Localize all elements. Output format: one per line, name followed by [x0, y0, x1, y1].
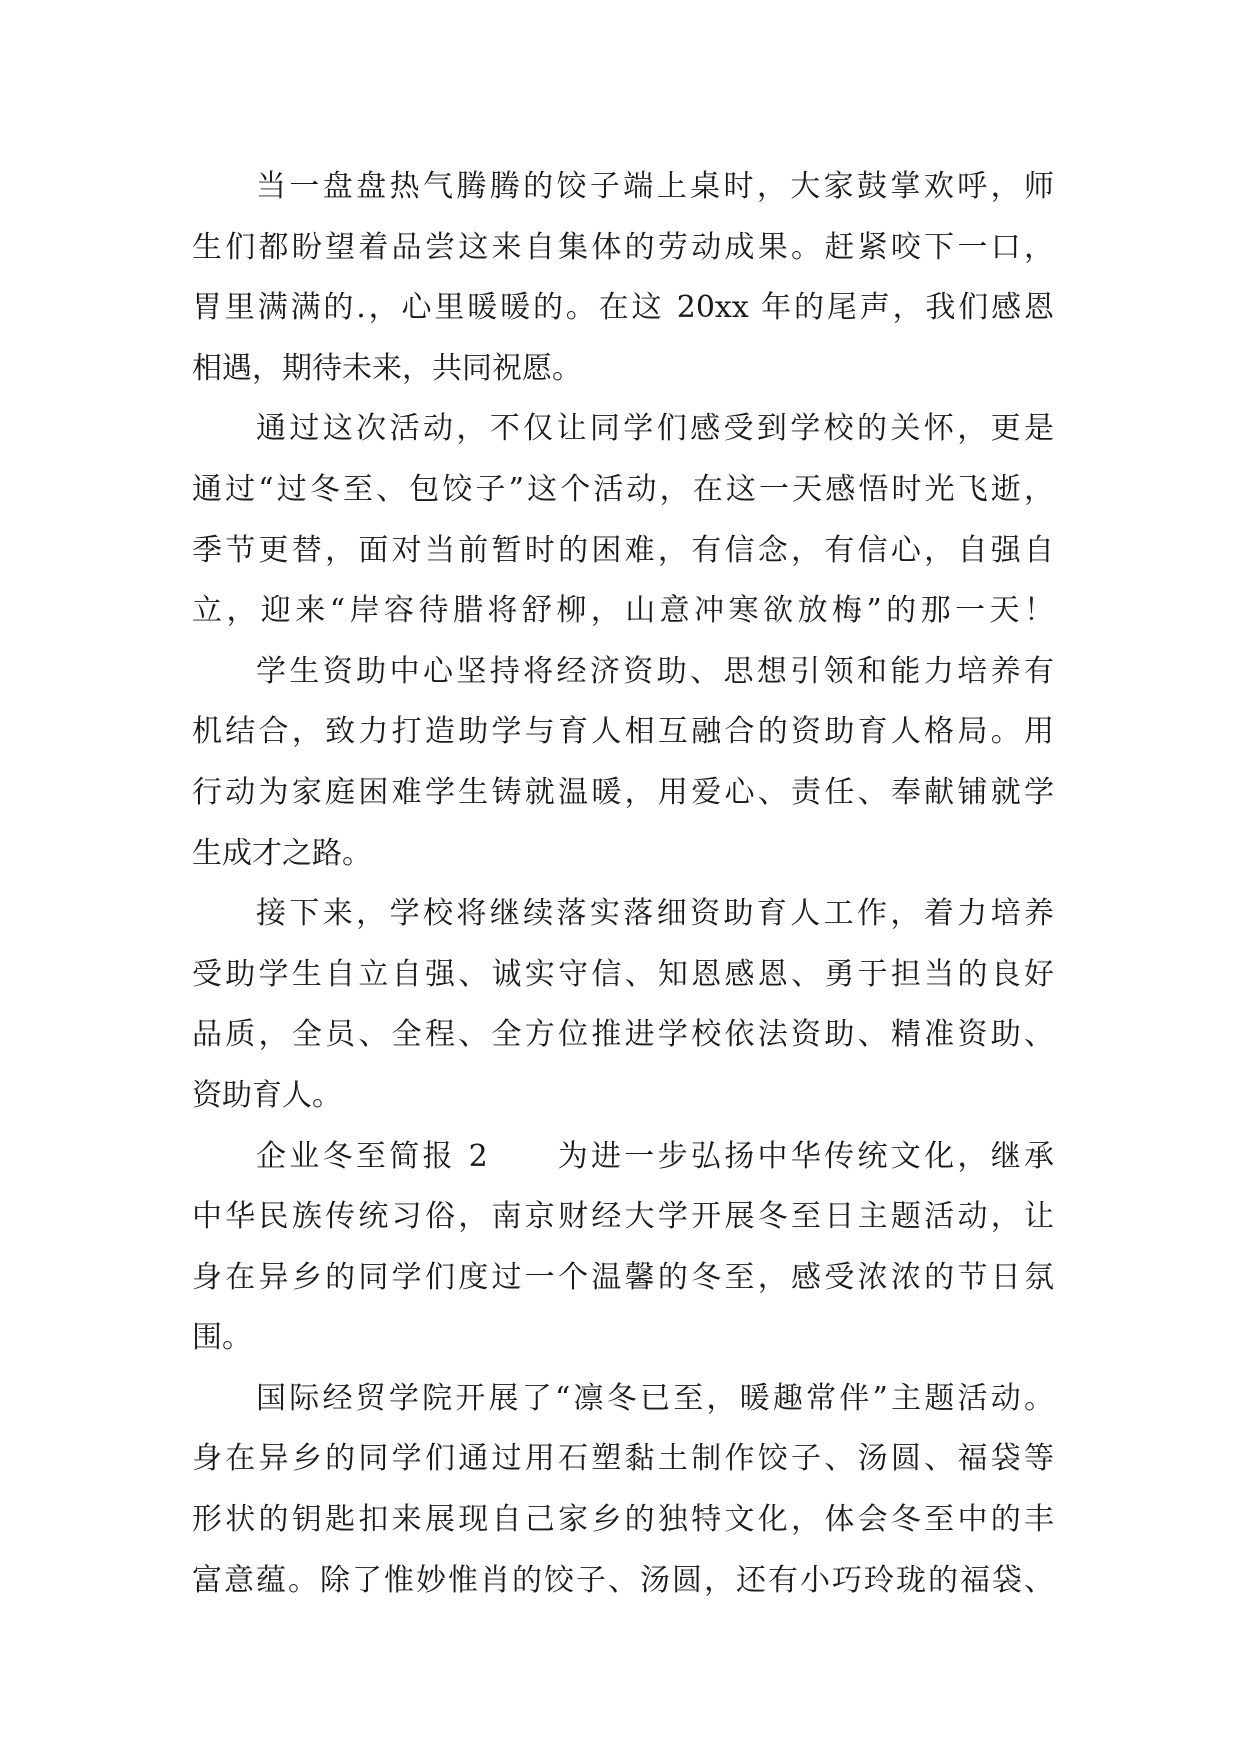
- text-line: 学生资助中心坚持将经济资助、思想引领和能力培养有: [256, 653, 1054, 689]
- text-line: 通过这次活动，不仅让同学们感受到学校的关怀，更是: [256, 411, 1054, 447]
- text-line: 接下来，学校将继续落实落细资助育人工作，着力培养: [256, 896, 1054, 932]
- paragraph-aid-center: [192, 642, 1054, 884]
- text-line: 立，迎来“岸容待腊将舒柳，山意冲寒欲放梅”的那一天！: [192, 593, 1054, 629]
- text-line: 季节更替，面对当前暂时的困难，有信念，有信心，自强自: [192, 532, 1054, 568]
- document-body: [192, 157, 1054, 1611]
- text-line: 生成才之路。: [192, 835, 372, 871]
- paragraph-dumplings: [192, 157, 1054, 399]
- text-line: 中华民族传统习俗，南京财经大学开展冬至日主题活动，让: [192, 1199, 1054, 1235]
- text-line: 当一盘盘热气腾腾的饺子端上桌时，大家鼓掌欢呼，师: [256, 169, 1054, 204]
- text-line: 品质，全员、全程、全方位推进学校依法资助、精准资助、: [192, 1017, 1054, 1053]
- text-line: 生们都盼望着品尝这来自集体的劳动成果。赶紧咬下一口，: [192, 229, 1054, 265]
- text-line: 身在异乡的同学们通过用石塑黏土制作饺子、汤圆、福袋等: [192, 1441, 1054, 1477]
- text-line: 资助育人。: [192, 1077, 342, 1113]
- text-line: 机结合，致力打造助学与育人相互融合的资助育人格局。用: [192, 714, 1054, 750]
- paragraph-next-steps: [192, 884, 1054, 1126]
- text-line: 通过“过冬至、包饺子”这个活动，在这一天感悟时光飞逝，: [192, 471, 1054, 507]
- text-line: 富意蕴。除了惟妙惟肖的饺子、汤圆，还有小巧玲珑的福袋、: [192, 1562, 1054, 1598]
- text-line: 受助学生自立自强、诚实守信、知恩感恩、勇于担当的良好: [192, 956, 1054, 992]
- text-line: 形状的钥匙扣来展现自己家乡的独特文化，体会冬至中的丰: [192, 1502, 1054, 1538]
- text-line: 国际经贸学院开展了“凛冬已至，暖趣常伴”主题活动。: [256, 1380, 1054, 1416]
- paragraph-international-trade-school: [192, 1369, 1054, 1611]
- text-line: 身在异乡的同学们度过一个温馨的冬至，感受浓浓的节日氛: [192, 1259, 1054, 1295]
- text-line: 行动为家庭困难学生铸就温暖，用爱心、责任、奉献铺就学: [192, 774, 1054, 810]
- text-line: 企业冬至简报 2 为进一步弘扬中华传统文化，继承: [256, 1138, 1054, 1174]
- text-line: 相遇，期待未来，共同祝愿。: [192, 350, 582, 386]
- paragraph-report-2-intro: [192, 1127, 1054, 1369]
- text-line: 胃里满满的.，心里暖暖的。在这 20xx 年的尾声，我们感恩: [192, 290, 1054, 326]
- text-line: 围。: [192, 1320, 252, 1356]
- paragraph-activity-reflection: [192, 399, 1054, 641]
